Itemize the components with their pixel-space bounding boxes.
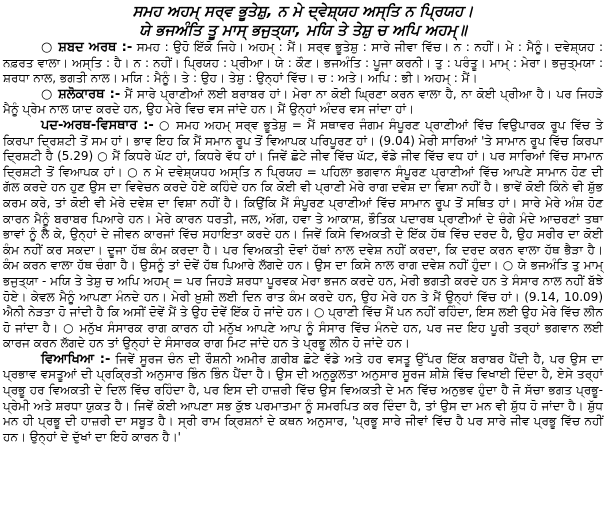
section-text: ਜਿਵੇਂ ਸੂਰਜ ਚੰਨ ਦੀ ਰੌਸ਼ਨੀ ਅਮੀਰ ਗ਼ਰੀਬ ਛੋਟੇ ਵੱਡੇ ਅਤੇ ਹਰ ਵਸਤੂ ਉੱਪਰ ਇੱਕ ਬਰਾਬਰ ਪੈਂਦੀ ਹੈ, ਪਰ ਉਸ ਦਾ ਪ੍ਰਭਾਵ ਵਸਤੂਆਂ ਦੀ ਪ੍ਰਕ੍ਰਿਤੀ ਅਨੁਸਾਰ ਭਿੰਨ ਭਿੰਨ ਪੈਂਦਾ ਹੈ। ਉਸ ਦੀ ਅਨੁਕੂਲਤਾ ਅਨੁਸਾਰ ਸੂਰਜ ਸ਼ੀਸ਼ੇ ਵਿੱਚ ਵਿਖਾਈ ਦਿੰਦਾ ਹੈ, ਏਸੇ ਤਰ੍ਹਾਂ ਪ੍ਰਭੂ ਹਰ ਵਿਅਕਤੀ ਦੇ ਦਿਲ ਵਿੱਚ ਰਹਿੰਦਾ ਹੈ, ਪਰ ਇਸ ਦੀ ਹਾਜ਼ਰੀ ਵਿੱਚ ਉਸ ਵਿਅਕਤੀ ਦੇ ਮਨ ਵਿੱਚ ਅਨੁਭਵ ਹੁੰਦਾ ਹੈ ਜੋ ਸੱਚਾ ਭਗਤ ਪ੍ਰਭੂ-ਪ੍ਰੇਮੀ ਅਤੇ ਸ਼ਰਧਾ ਯੁਕਤ ਹੈ। ਜਿਵੇਂ ਕੋਈ ਆਪਣਾ ਸਭ ਕੁੱਝ ਪਰਮਾਤਮਾ ਨੂੰ ਸਮਰਪਿਤ ਕਰ ਦਿੰਦਾ ਹੈ, ਤਾਂ ਉਸ ਦਾ ਮਨ ਵੀ ਸ਼ੁੱਧ ਹੋ ਜਾਂਦਾ ਹੈ। ਸ਼ੁੱਧ ਮਨ ਹੀ ਪ੍ਰਭੂ ਦੀ ਹਾਜ਼ਰੀ ਦਾ ਸਬੂਤ ਹੈ। ਸ੍ਰੀ ਰਾਮ ਕ੍ਰਿਸ਼ਨਾਂ ਦੇ ਕਥਨ ਅਨੁਸਾਰ, 'ਪ੍ਰਭੂ ਸਾਰੇ ਜੀਵਾਂ ਵਿੱਚ ਹੈ ਪਰ ਸਾਰੇ ਜੀਵ ਪ੍ਰਭੂ ਵਿੱਚ ਨਹੀਂ ਹਨ। ਉਨ੍ਹਾਂ ਦੇ ਦੁੱਖਾਂ ਦਾ ਇਹੋ ਕਾਰਨ ਹੈ।' — [3, 351, 603, 444]
section-text: ○ ਸਮਹ ਅਹਮ੍ ਸਰ੍ਵ ਭੂਤੇਸ਼ੁ = ਮੈਂ ਸਥਾਵਰ ਜੰਗਮ ਸੰਪੂਰਣ ਪ੍ਰਾਣੀਆਂ ਵਿੱਚ ਵਿਉਪਾਰਕ ਰੂਪ ਵਿੱਚ ਤੇ ਕਿਰਪਾ ਦ੍ਰਿਸ਼ਟੀ ਤੋਂ ਸਮ ਹਾਂ। ਭਾਵ ਇਹ ਕਿ ਮੈਂ ਸਮਾਨ ਰੂਪ ਤੋਂ ਵਿਆਪਕ ਪਰਿਪੂਰਣ ਹਾਂ। (9.04) ਮੇਰੀ ਸਾਰਿਆਂ 'ਤੇ ਸਾਮਾਨ ਰੂਪ ਵਿੱਚ ਕਿਰਪਾ ਦ੍ਰਿਸ਼ਟੀ ਹੈ (5.29) ○ ਮੈਂ ਕਿਧਰੇ ਘੱਟ ਹਾਂ, ਕਿਧਰੇ ਵੱਧ ਹਾਂ। ਜਿਵੇਂ ਛੋਟੇ ਜੀਵ ਵਿੱਚ ਘੱਟ, ਵੱਡੇ ਜੀਵ ਵਿੱਚ ਵਧ ਹਾਂ। ਪਰ ਸਾਰਿਆਂ ਵਿੱਚ ਸਾਮਾਨ ਦ੍ਰਿਸ਼ਟੀ ਤੋਂ ਵਿਆਪਕ ਹਾਂ। ○ ਨ ਮੇ ਦਵੇਸ਼੍ਯਧਹ ਅਸ੍ਤਿ ਨ ਪ੍ਰਿਯਹ = ਪਹਿਲਾ ਭਗਵਾਨ ਸੰਪੂਰਣ ਪ੍ਰਾਣੀਆਂ ਵਿੱਚ ਆਪਣੇ ਸਾਮਾਨ ਹੋਣ ਦੀ ਗੱਲ ਕਰਦੇ ਹਨ ਹੁਣ ਉਸ ਦਾ ਵਿਵੇਚਨ ਕਰਦੇ ਹੋਏ ਕਹਿੰਦੇ ਹਨ ਕਿ ਕੋਈ ਵੀ ਪ੍ਰਾਣੀ ਮੇਰੇ ਰਾਗ ਦਵੇਸ਼ ਦਾ ਵਿਸ਼ਾ ਨਹੀਂ ਹੈ। ਭਾਵੇਂ ਕੋਈ ਕਿੰਨੇ ਵੀ ਸ਼ੁੱਭ ਕਰਮ ਕਰੇ, ਤਾਂ ਕੋਈ ਵੀ ਮੇਰੇ ਦਵੇਸ਼ ਦਾ ਵਿਸ਼ਾ ਨਹੀਂ ਹੈ। ਕਿਉਂਕਿ ਮੈਂ ਸੰਪੂਰਣ ਪ੍ਰਾਣੀਆਂ ਵਿੱਚ ਸਾਮਾਨ ਰੂਪ ਤੋਂ ਸਥਿਤ ਹਾਂ। ਸਾਰੇ ਮੇਰੇ ਅੰਸ਼ ਹੋਣ ਕਾਰਨ ਮੈਨੂੰ ਬਰਾਬਰ ਪਿਆਰੇ ਹਨ। ਮੇਰੇ ਕਾਰਨ ਧਰਤੀ, ਜਲ, ਅੱਗ, ਹਵਾ ਤੇ ਆਕਾਸ਼, ਭੌਤਿਕ ਪਦਾਰਥ ਪ੍ਰਾਣੀਆਂ ਦੇ ਚੰਗੇ ਮੰਦੇ ਆਚਰਣਾਂ ਤਥਾ ਭਾਵਾਂ ਨੂੰ ਲੈ ਕੇ, ਉਨ੍ਹਾਂ ਦੇ ਜੀਵਨ ਕਾਰਜਾਂ ਵਿੱਚ ਸਹਾਇਤਾ ਕਰਦੇ ਹਨ। ਜਿਵੇਂ ਕਿਸੇ ਵਿਅਕਤੀ ਦੇ ਇੱਕ ਹੱਥ ਵਿੱਚ ਦਰਦ ਹੈ, ਉਹ ਸਰੀਰ ਦਾ ਕੋਈ ਕੰਮ ਨਹੀਂ ਕਰ ਸਕਦਾ। ਦੂਜਾ ਹੱਥ ਕੰਮ ਕਰਦਾ ਹੈ। ਪਰ ਵਿਅਕਤੀ ਦੋਵਾਂ ਹੱਥਾਂ ਨਾਲ ਦਵੇਸ਼ ਨਹੀਂ ਕਰਦਾ, ਕਿ ਦਰਦ ਕਰਨ ਵਾਲਾ ਹੱਥ ਭੈੜਾ ਹੈ। ਕੰਮ ਕਰਨ ਵਾਲਾ ਹੱਥ ਚੰਗਾ ਹੈ। ਉਸਨੂੰ ਤਾਂ ਦੋਵੇਂ ਹੱਥ ਪਿਆਰੇ ਲੱਗਦੇ ਹਨ। ਉਸ ਦਾ ਕਿਸੇ ਨਾਲ ਰਾਗ ਦਵੇਸ਼ ਨਹੀਂ ਹੁੰਦਾ। ○ ਯੇ ਭਜਅੰਤਿ ਤੁ ਮਾਮ੍ ਭਜੁਤ੍ਯਾ - ਮਯਿ ਤੇ ਤੇਸ਼ੁ ਚ ਅਪਿ ਅਹਮ੍ = ਪਰ ਜਿਹੜੇ ਸ਼ਰਧਾ ਪੂਰਵਕ ਮੇਰਾ ਭਜਨ ਕਰਦੇ ਹਨ, ਮੇਰੀ ਭਗਤੀ ਕਰਦੇ ਹਨ ਤੇ ਸੰਸਾਰ ਨਾਲ ਨਹੀਂ ਬੱਝੇ ਹੋਏ। ਕੇਵਲ ਮੈਨੂੰ ਆਪਣਾ ਮੰਨਦੇ ਹਨ। ਮੇਰੀ ਖ਼ੁਸ਼ੀ ਲਈ ਦਿਨ ਰਾਤ ਕੰਮ ਕਰਦੇ ਹਨ, ਉਹ ਮੇਰੇ ਹਨ ਤੇ ਮੈਂ ਉਨ੍ਹਾਂ ਵਿੱਚ ਹਾਂ। (9.14, 10.09) ਐਨੀ ਨੇੜਤਾ ਹੋ ਜਾਂਦੀ ਹੈ ਕਿ ਅਸੀਂ ਦੋਵੇਂ ਮੈਂ ਤੇ ਉਹ ਦੋਵੇਂ ਇੱਕ ਹੋ ਜਾਂਦੇ ਹਨ। ○ ਪ੍ਰਾਣੀ ਵਿੱਚ ਮੈਂ ਪਨ ਨਹੀਂ ਰਹਿੰਦਾ, ਇਸ ਲਈ ਉਹ ਮੇਰੇ ਵਿੱਚ ਲੀਨ ਹੋ ਜਾਂਦਾ ਹੈ। ○ ਮਨੁੱਖ ਸੰਸਾਰਕ ਰਾਗ ਕਾਰਨ ਹੀ ਮਨੁੱਖ ਆਪਣੇ ਆਪ ਨੂੰ ਸੰਸਾਰ ਵਿੱਚ ਮੰਨਦੇ ਹਨ, ਪਰ ਜਦ ਇਹ ਪੂਰੀ ਤਰ੍ਹਾਂ ਭਗਵਾਨ ਲਈ ਕਾਰਜ ਕਰਨ ਲੱਗਦੇ ਹਨ ਤਾਂ ਉਨ੍ਹਾਂ ਦੇ ਸੰਸਾਰਕ ਰਾਗ ਮਿਟ ਜਾਂਦੇ ਹਨ ਤੇ ਪ੍ਰਭੂ ਲੀਨ ਹੋ ਜਾਂਦੇ ਹਨ। — [3, 117, 603, 351]
verse-line-2: ਯੇ ਭਜਅੰਤਿ ਤੂ ਮਾਸ੍ ਭਜੁਤ੍ਯਾ, ਮਯਿ ਤੇ ਤੇਸ਼ੁ ਚ ਅਪਿ ਅਹਮ੍॥ — [139, 21, 467, 39]
section-verse-meaning — [3, 87, 603, 118]
section-label: ਵਿਆਖਿਆ :- — [41, 351, 111, 367]
section-label: ਪਦ-ਅਰਥ-ਵਿਸਥਾਰ :- — [41, 117, 154, 133]
section-detailed-meaning — [3, 118, 603, 352]
section-word-meanings — [3, 40, 603, 87]
section-commentary — [3, 352, 603, 446]
section-label: ○ ਸ਼ਲੋਕਾਰਥ :- — [41, 86, 121, 102]
verse-line-1: ਸਮਹ ਅਹਮ੍ ਸਰ੍ਵ ਭੂਤੇਸ਼ੁ, ਨ ਮੇ ਦ੍ਵੇਸ਼੍ਯਹ ਅਸ੍ਤਿ ਨ ਪ੍ਰਿਯਹ। — [132, 2, 474, 20]
section-text: ਸਮਹ : ਉਹੋ ਇੱਕੋ ਜਿਹੇ। ਅਹਮ੍ : ਮੈਂ। ਸਰ੍ਵ ਭੂਤੇਸ਼ੁ : ਸਾਰੇ ਜੀਵਾ ਵਿੱਚ। ਨ : ਨਹੀਂ। ਮੇ : ਮੈਨੂੰ। ਦਵੇਸ਼੍ਯਹ : ਨਫ਼ਰਤ ਵਾਲਾ। ਅਸ੍ਤਿ : ਹੈ। ਨ : ਨਹੀਂ। ਪ੍ਰਿਯਹ : ਪ੍ਰੀਆ। ਯੇ : ਕੌਣ। ਭਜਅੰਤਿ : ਪੂਜਾ ਕਰਨੀ। ਤੁ : ਪਰੰਤੂ। ਮਾਮ੍ : ਮੇਰਾ। ਭਜੁਤ੍ਮਯਾ : ਸ਼ਰਧਾ ਨਾਲ, ਭਗਤੀ ਨਾਲ। ਮਯਿ : ਮੈਨੂੰ। ਤੇ : ਉਹ। ਤੇਸ਼ੁ : ਉਨ੍ਹਾਂ ਵਿੱਚ। ਚ : ਅਤੇ। ਅਪਿ : ਭੀ। ਅਹਮ੍ : ਮੈਂ। — [3, 40, 604, 86]
section-text: ਮੈਂ ਸਾਰੇ ਪ੍ਰਾਣੀਆਂ ਲਈ ਬਰਾਬਰ ਹਾਂ। ਮੇਰਾ ਨਾ ਕੋਈ ਘ੍ਰਿਣਾ ਕਰਨ ਵਾਲਾ ਹੈ, ਨਾ ਕੋਈ ਪ੍ਰੀਆ ਹੈ। ਪਰ ਜਿਹੜੇ ਮੈਨੂੰ ਪ੍ਰੇਮ ਨਾਲ ਯਾਦ ਕਰਦੇ ਹਨ, ਉਹ ਮੇਰੇ ਵਿਚ ਵਸ ਜਾਂਦੇ ਹਨ। ਮੈਂ ਉਨ੍ਹਾਂ ਅੰਦਰ ਵਸ ਜਾਂਦਾ ਹਾਂ। — [3, 86, 603, 117]
section-label: ○ ਸ਼ਬਦ ਅਰਥ :- — [41, 40, 133, 55]
